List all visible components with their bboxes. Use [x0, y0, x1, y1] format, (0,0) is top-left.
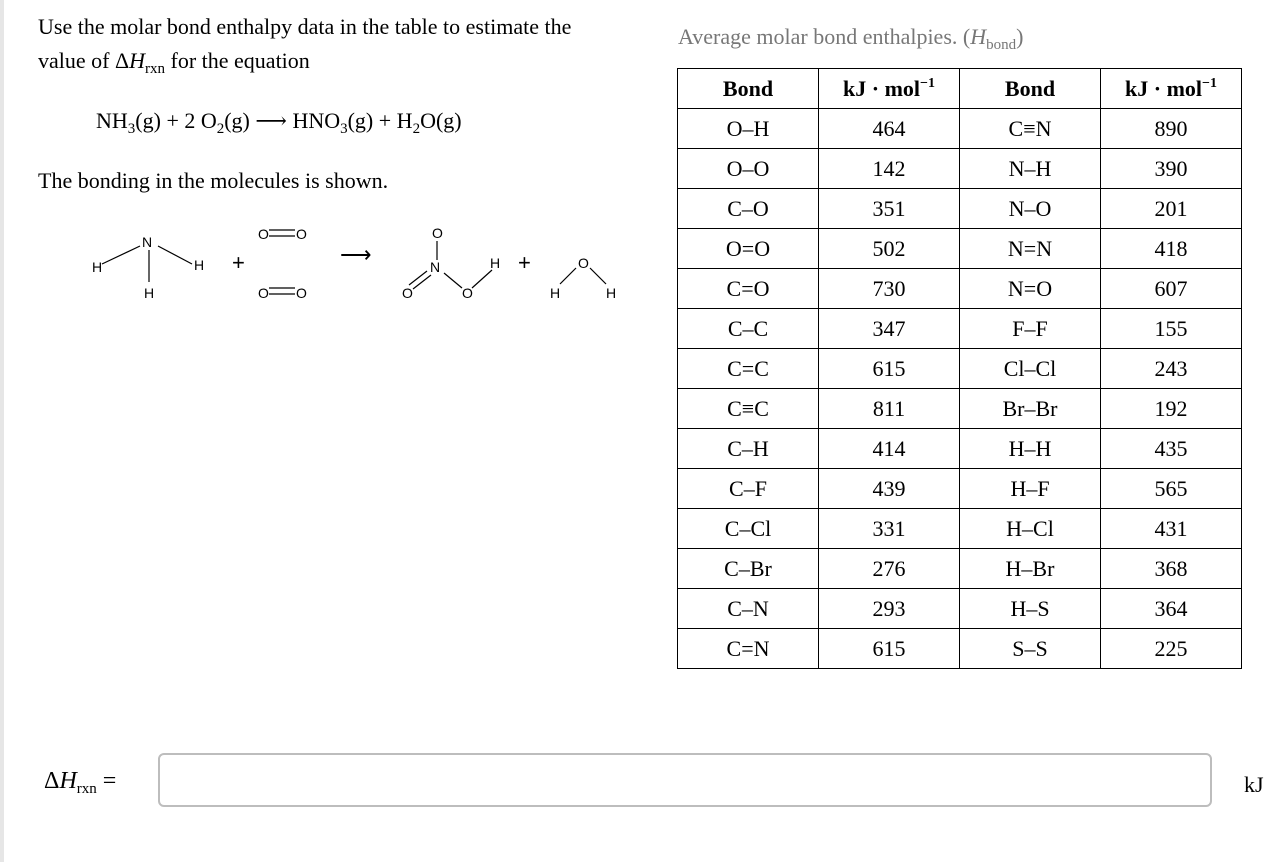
table-row: [678, 629, 1242, 669]
enthalpy-cell: 201: [1101, 189, 1242, 229]
enthalpy-cell: 293: [819, 589, 960, 629]
atom-o: O: [432, 225, 443, 241]
plus-sign: +: [232, 250, 245, 275]
answer-unit: kJ: [1244, 772, 1264, 797]
bond-cell: C–F: [678, 469, 819, 509]
enthalpy-cell: 811: [819, 389, 960, 429]
table-row: [678, 109, 1242, 149]
table-header-row: [678, 69, 1242, 109]
enthalpy-cell: 565: [1101, 469, 1242, 509]
enthalpy-cell: 368: [1101, 549, 1242, 589]
atom-h: H: [490, 255, 501, 271]
bond-cell: H–Br: [960, 549, 1101, 589]
bond-cell: Br–Br: [960, 389, 1101, 429]
table-row: [678, 349, 1242, 389]
atom-n: N: [142, 234, 153, 250]
header-bond: Bond: [960, 69, 1101, 109]
enthalpy-cell: 615: [819, 349, 960, 389]
answer-label: $\Delta H_{rxn}$ =: [44, 768, 117, 797]
delta-h-symbol: $\Delta H_{rxn}$: [114, 48, 166, 77]
table-caption: Average molar bond enthalpies. $(H_{bond})$: [678, 24, 1024, 53]
atom-o: O: [258, 226, 269, 242]
bond-cell: O–H: [678, 109, 819, 149]
oxygen-structures: [258, 226, 307, 301]
bonding-text: The bonding in the molecules is shown.: [38, 168, 389, 193]
bond-cell: H–Cl: [960, 509, 1101, 549]
table-row: [678, 269, 1242, 309]
header-energy: kJ · mol$^{-1}$: [1101, 69, 1242, 109]
reaction-arrow: ⟶: [340, 242, 372, 267]
molecule-structures: [88, 216, 648, 312]
table-row: [678, 429, 1242, 469]
enthalpy-cell: 192: [1101, 389, 1242, 429]
bond-cell: S–S: [960, 629, 1101, 669]
bond-cell: C–C: [678, 309, 819, 349]
enthalpy-cell: 276: [819, 549, 960, 589]
table-row: [678, 589, 1242, 629]
reaction-equation: $NH_3(g) + 2$ $O_2(g)$ ⟶ $HNO_3(g) + H_2O(g)$: [96, 108, 462, 137]
header-bond: Bond: [678, 69, 819, 109]
table-row: [678, 509, 1242, 549]
bond-cell: N=N: [960, 229, 1101, 269]
enthalpy-cell: 414: [819, 429, 960, 469]
bond-cell: H–H: [960, 429, 1101, 469]
enthalpy-cell: 364: [1101, 589, 1242, 629]
enthalpy-cell: 439: [819, 469, 960, 509]
bond-cell: O=O: [678, 229, 819, 269]
answer-input[interactable]: [158, 753, 1212, 807]
bond-cell: C–O: [678, 189, 819, 229]
atom-o: O: [462, 285, 473, 301]
enthalpy-cell: 331: [819, 509, 960, 549]
enthalpy-cell: 615: [819, 629, 960, 669]
enthalpy-cell: 435: [1101, 429, 1242, 469]
enthalpy-cell: 390: [1101, 149, 1242, 189]
bond-cell: H–F: [960, 469, 1101, 509]
atom-o: O: [258, 285, 269, 301]
bond-cell: N–O: [960, 189, 1101, 229]
bond-cell: C≡C: [678, 389, 819, 429]
enthalpy-cell: 347: [819, 309, 960, 349]
atom-o: O: [578, 255, 589, 271]
table-row: [678, 469, 1242, 509]
enthalpy-cell: 464: [819, 109, 960, 149]
bond-cell: C–N: [678, 589, 819, 629]
bond-cell: C–Br: [678, 549, 819, 589]
enthalpy-cell: 607: [1101, 269, 1242, 309]
enthalpy-cell: 730: [819, 269, 960, 309]
atom-o: O: [296, 285, 307, 301]
table-row: [678, 229, 1242, 269]
atom-h: H: [92, 259, 103, 275]
question-text: [38, 10, 638, 86]
enthalpy-cell: 243: [1101, 349, 1242, 389]
bond-cell: C–Cl: [678, 509, 819, 549]
atom-n: N: [430, 259, 441, 275]
enthalpy-cell: 418: [1101, 229, 1242, 269]
table-row: [678, 189, 1242, 229]
bond-cell: C–H: [678, 429, 819, 469]
enthalpy-cell: 155: [1101, 309, 1242, 349]
atom-o: O: [402, 285, 413, 301]
header-energy: kJ · mol$^{-1}$: [819, 69, 960, 109]
bond-cell: O–O: [678, 149, 819, 189]
enthalpy-cell: 502: [819, 229, 960, 269]
bond-cell: N–H: [960, 149, 1101, 189]
bond-cell: N=O: [960, 269, 1101, 309]
enthalpy-cell: 351: [819, 189, 960, 229]
question-line-2: value of $\Delta H_{rxn}$ for the equation: [38, 48, 310, 77]
table-row: [678, 149, 1242, 189]
left-border: [0, 0, 4, 862]
bond-cell: Cl–Cl: [960, 349, 1101, 389]
table-row: [678, 309, 1242, 349]
bond-cell: C≡N: [960, 109, 1101, 149]
plus-sign: +: [518, 250, 531, 275]
enthalpy-cell: 225: [1101, 629, 1242, 669]
atom-h: H: [606, 285, 617, 301]
bond-cell: F–F: [960, 309, 1101, 349]
atom-h: H: [194, 257, 205, 273]
atom-h: H: [550, 285, 561, 301]
table-row: [678, 549, 1242, 589]
question-line-1: Use the molar bond enthalpy data in the table to estimate the: [38, 14, 572, 39]
bond-cell: C=N: [678, 629, 819, 669]
water-structure: [550, 255, 616, 301]
table-body: [678, 109, 1242, 669]
atom-h: H: [144, 285, 155, 301]
enthalpy-cell: 890: [1101, 109, 1242, 149]
bond-cell: C=O: [678, 269, 819, 309]
enthalpy-cell: 142: [819, 149, 960, 189]
bond-enthalpy-table: [677, 68, 1242, 669]
enthalpy-cell: 431: [1101, 509, 1242, 549]
nitric-acid-structure: [402, 225, 500, 301]
bond-cell: H–S: [960, 589, 1101, 629]
table-row: [678, 389, 1242, 429]
atom-o: O: [296, 226, 307, 242]
bond-cell: C=C: [678, 349, 819, 389]
ammonia-structure: [92, 234, 204, 301]
